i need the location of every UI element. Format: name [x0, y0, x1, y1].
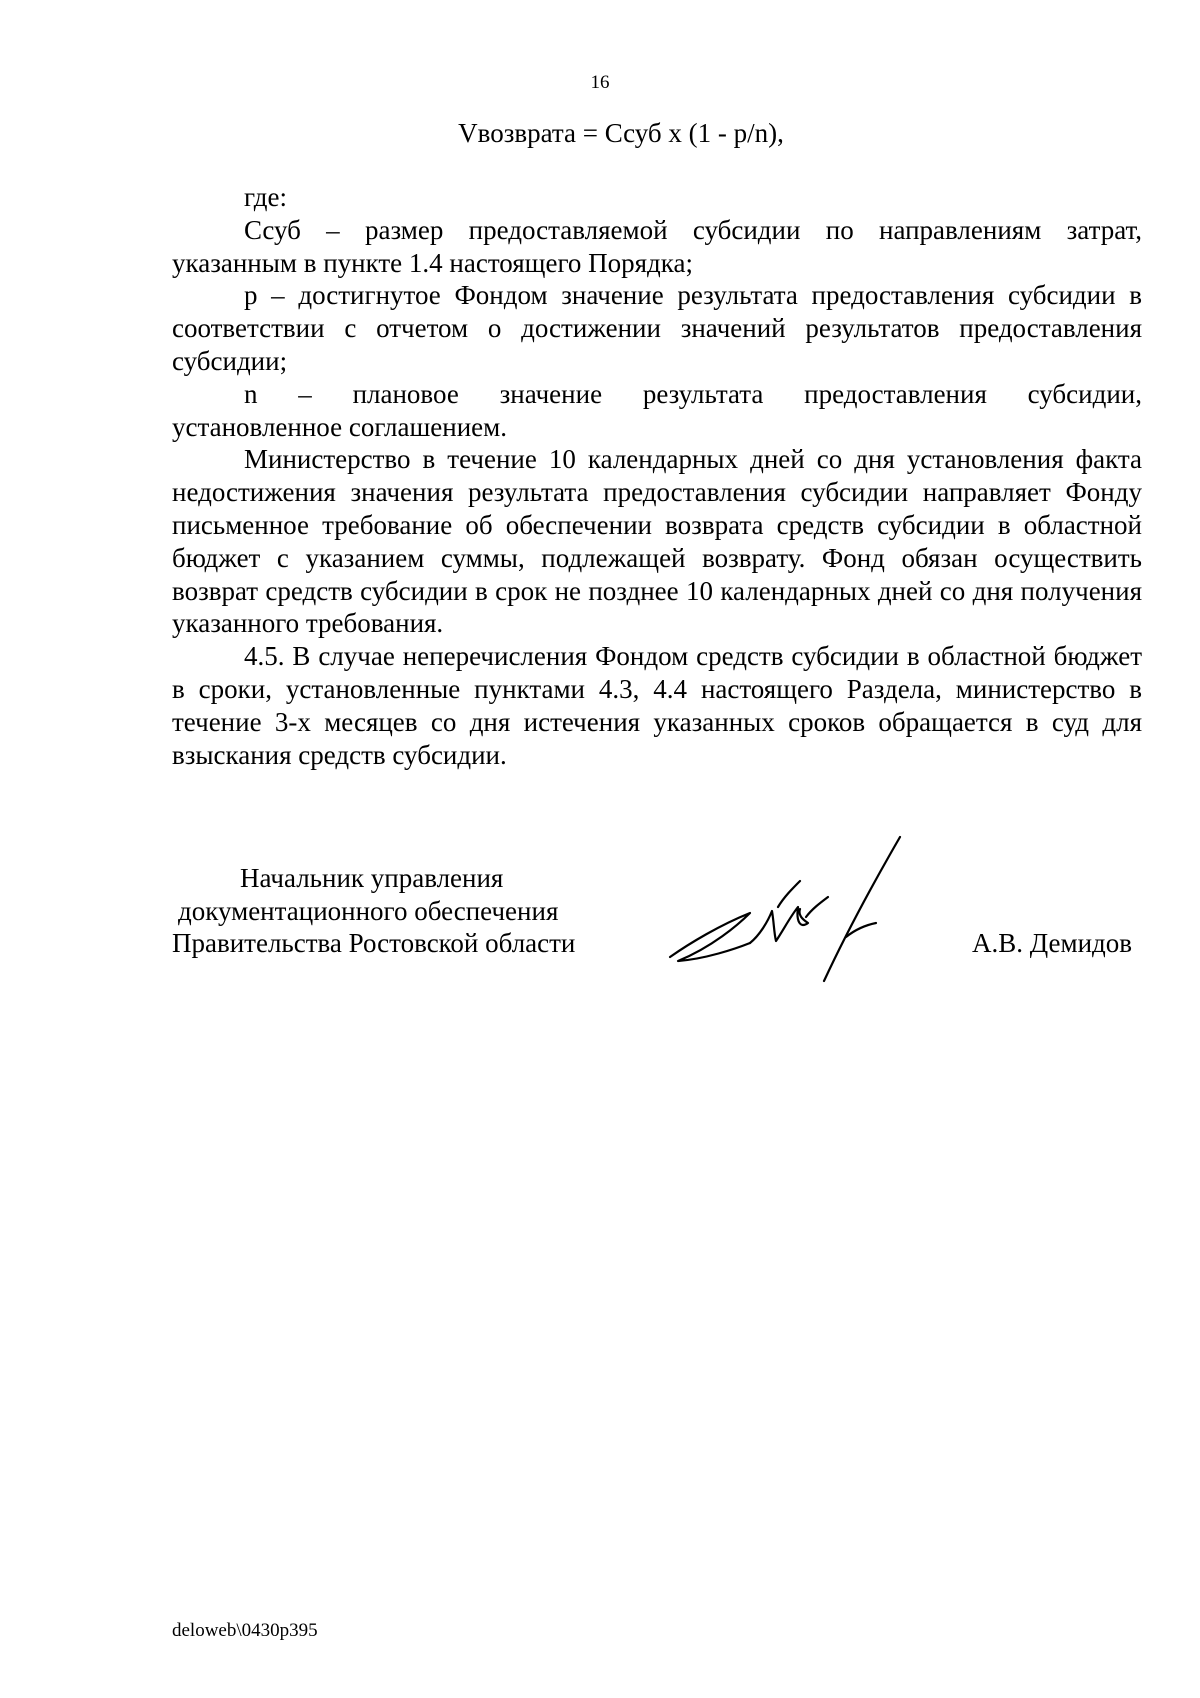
signature-stroke-3	[778, 881, 800, 907]
n-definition-line1: n – плановое значение результата предоставления субсидии,	[244, 378, 1142, 409]
handwritten-signature	[650, 825, 950, 1000]
position-line-3: Правительства Ростовской области	[172, 928, 576, 958]
signature-position	[172, 862, 575, 960]
position-line-1: Начальник управления	[240, 863, 504, 893]
p-definition: p – достигнутое Фондом значение результата предоставления субсидии в соответствии с отчетом о достижении значений результатов предоставления субсидии;	[172, 280, 1142, 376]
position-line-2: документационного обеспечения	[178, 895, 559, 926]
footer-document-code: deloweb\0430p395	[172, 1620, 318, 1641]
where-label: где:	[244, 182, 287, 212]
signature-stroke-2	[750, 907, 808, 943]
n-definition-line2: установленное соглашением.	[172, 411, 507, 442]
page-number: 16	[590, 72, 610, 93]
signature-stroke-5	[824, 837, 900, 981]
ssub-definition: Ссуб – размер предоставляемой субсидии по направлениям затрат, указанным в пункте 1.4 настоящего Порядка;	[172, 214, 1142, 278]
document-body	[172, 181, 1142, 771]
signature-stroke-4	[806, 897, 828, 917]
signer-name: А.В. Демидов	[972, 928, 1133, 958]
signature-stroke-1	[670, 913, 750, 961]
ministry-paragraph: Министерство в течение 10 календарных дней со дня установления факта недостижения значения результата предоставления субсидии направляет Фонду письменное требование об обеспечении возврата средств субсидии в областной бюджет с указанием суммы, подлежащей возврату. Фонд обязан осуществить возврат средств субсидии в срок не позднее 10 календарных дней со дня получения указанного требования.	[172, 444, 1142, 639]
refund-formula: Vвозврата = Ссуб x (1 - p/n),	[458, 118, 784, 148]
clause-4-5: 4.5. В случае неперечисления Фондом средств субсидии в областной бюджет в сроки, установленные пунктами 4.3, 4.4 настоящего Раздела, министерство в течение 3-х месяцев со дня истечения указанных сроков обращается в суд для взыскания средств субсидии.	[172, 641, 1142, 770]
